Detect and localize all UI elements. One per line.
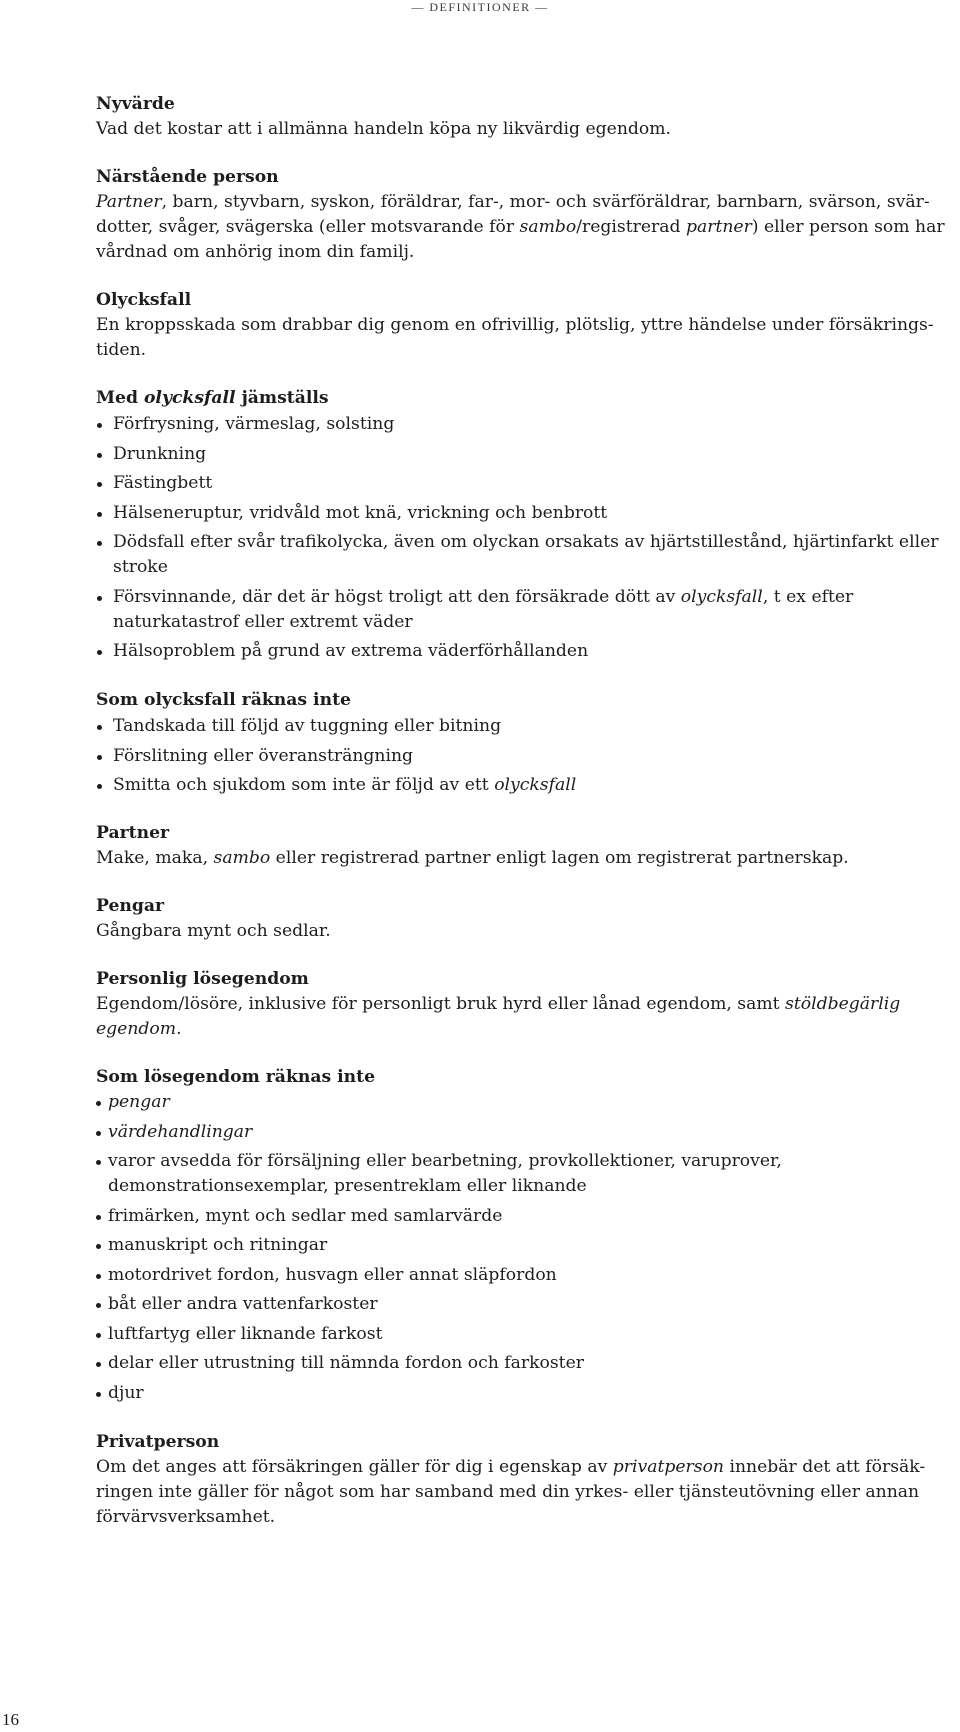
term-heading: Nyvärde	[96, 94, 175, 114]
list-item	[96, 1120, 948, 1145]
list-item: Dödsfall efter svår trafikolycka, även om olyckan orsakats av hjärtstillestånd, hjärtinfarkt eller stroke	[96, 530, 948, 580]
term-definition: Egendom/lösöre, inklusive för personligt bruk hyrd eller lånad egendom, samt stöldbegärlig egendom.	[96, 994, 901, 1039]
section-personlig-losegendom	[96, 967, 948, 1042]
list-item: djur	[96, 1381, 948, 1406]
term-heading: Pengar	[96, 896, 165, 916]
list-item: båt eller andra vattenfarkoster	[96, 1292, 948, 1317]
list-item: manuskript och ritningar	[96, 1233, 948, 1258]
section-pengar	[96, 894, 948, 944]
term-heading: Olycksfall	[96, 290, 192, 310]
term-definition: Make, maka, sambo eller registrerad partner enligt lagen om registrerat partnerskap.	[96, 848, 849, 868]
term-definition: Partner, barn, styvbarn, syskon, föräldrar, far-, mor- och svärföräldrar, barnbarn, svärson, svär-dotter, svåger, svägerska (eller motsvarande för sambo/registrerad partner) eller person som har vårdnad om anhörig inom din familj.	[96, 192, 945, 262]
list-item: Hälsoproblem på grund av extrema väderförhållanden	[96, 639, 948, 664]
section-med-olycksfall	[96, 386, 948, 664]
term-reference: Partner	[96, 192, 162, 212]
list-item: Tandskada till följd av tuggning eller bitning	[96, 714, 948, 739]
section-som-olycksfall-raknas-inte	[96, 688, 948, 798]
section-som-losegendom-raknas-inte	[96, 1065, 948, 1406]
term-reference: partner	[685, 217, 752, 237]
term-heading: Närstående person	[96, 167, 279, 187]
term-definition: Gångbara mynt och sedlar.	[96, 921, 331, 941]
term-reference: värdehandlingar	[108, 1121, 253, 1142]
list-item: luftfartyg eller liknande farkost	[96, 1322, 948, 1347]
term-reference: olycksfall	[494, 775, 577, 795]
term-heading: Personlig lösegendom	[96, 969, 309, 989]
section-privatperson	[96, 1430, 948, 1530]
list-item: Förslitning eller överansträngning	[96, 744, 948, 769]
list-item	[96, 1090, 948, 1115]
list-item: Drunkning	[96, 442, 948, 467]
term-definition: Om det anges att försäkringen gäller för dig i egenskap av privatperson innebär det att försäk-ringen inte gäller för något som har samband med din yrkes- eller tjänsteutövning eller annan förvärvsverksamhet.	[96, 1456, 926, 1527]
term-heading: Partner	[96, 823, 170, 843]
term-reference: sambo	[213, 848, 271, 868]
list-item: Fästingbett	[96, 471, 948, 496]
section-partner	[96, 821, 948, 871]
term-heading: Som lösegendom räknas inte	[96, 1067, 376, 1087]
list-item: varor avsedda för försäljning eller bearbetning, provkollektioner, varuprover, demonstrationsexemplar, presentreklam eller liknande	[96, 1149, 948, 1199]
running-header: — DEFINITIONER —	[411, 0, 549, 14]
list-item: delar eller utrustning till nämnda fordon och farkoster	[96, 1351, 948, 1376]
term-reference: sambo	[519, 217, 577, 237]
list-item: Hälseneruptur, vridvåld mot knä, vrickning och benbrott	[96, 501, 948, 526]
term-reference: olycksfall	[143, 388, 236, 408]
term-heading: Som olycksfall räknas inte	[96, 690, 351, 710]
term-reference: privatperson	[612, 1456, 725, 1477]
bullet-list	[96, 1090, 948, 1406]
term-heading: Med olycksfall jämställs	[96, 388, 329, 408]
term-definition: Vad det kostar att i allmänna handeln köpa ny likvärdig egendom.	[96, 119, 672, 139]
term-reference: pengar	[108, 1092, 170, 1112]
term-reference: stöldbegärlig egendom	[96, 994, 901, 1039]
list-item: motordrivet fordon, husvagn eller annat släpfordon	[96, 1263, 948, 1288]
section-olycksfall	[96, 288, 948, 363]
bullet-list	[96, 412, 948, 664]
document-body	[96, 92, 948, 1553]
list-item: Försvinnande, där det är högst troligt att den försäkrade dött av olycksfall, t ex efter naturkatastrof eller extremt väder	[96, 585, 948, 635]
page-number: 16	[2, 1710, 19, 1729]
list-item: Förfrysning, värmeslag, solsting	[96, 412, 948, 437]
section-narstaende-person	[96, 165, 948, 265]
list-item: frimärken, mynt och sedlar med samlarvärde	[96, 1204, 948, 1229]
term-reference: olycksfall	[680, 586, 763, 607]
term-definition: En kroppsskada som drabbar dig genom en ofrivillig, plötslig, yttre händelse under försäkrings-tiden.	[96, 315, 934, 360]
term-heading: Privatperson	[96, 1431, 220, 1452]
section-nyvarde	[96, 92, 948, 142]
bullet-list	[96, 714, 948, 798]
list-item: Smitta och sjukdom som inte är följd av ett olycksfall	[96, 773, 948, 798]
